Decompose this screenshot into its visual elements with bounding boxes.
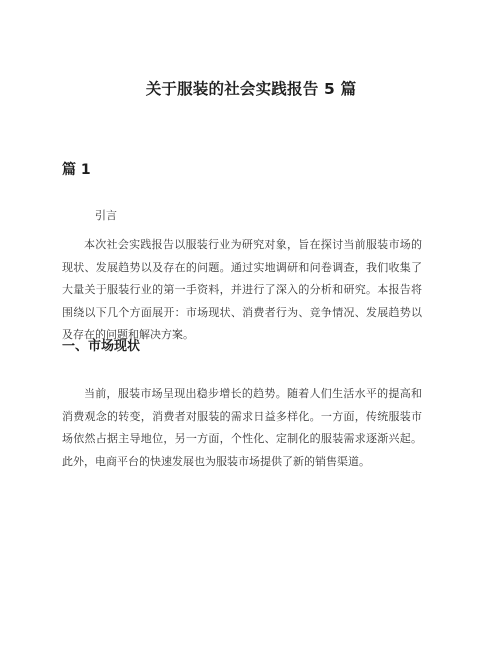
section-heading: 篇 1 [62,162,91,178]
market-status-heading: 一、市场现状 [62,339,141,354]
intro-label: 引言 [95,209,117,222]
document-title: 关于服装的社会实践报告 5 篇 [145,80,357,98]
intro-paragraph: 本次社会实践报告以服装行业为研究对象，旨在探讨当前服装市场的现状、发展趋势以及存在的问题。通过实地调研和问卷调查，我们收集了大量关于服装行业的第一手资料，并进行了深入的分析和研究。本报告将围绕以下几个方面展开：市场现状、消费者行为、竞争情况、发展趋势以及存在的问题和解决方案。 [62,238,422,341]
market-status-paragraph: 当前，服装市场呈现出稳步增长的趋势。随着人们生活水平的提高和消费观念的转变，消费者对服装的需求日益多样化。一方面，传统服装市场依然占据主导地位，另一方面，个性化、定制化的服装需求逐渐兴起。此外，电商平台的快速发展也为服装市场提供了新的销售渠道。 [62,387,422,468]
